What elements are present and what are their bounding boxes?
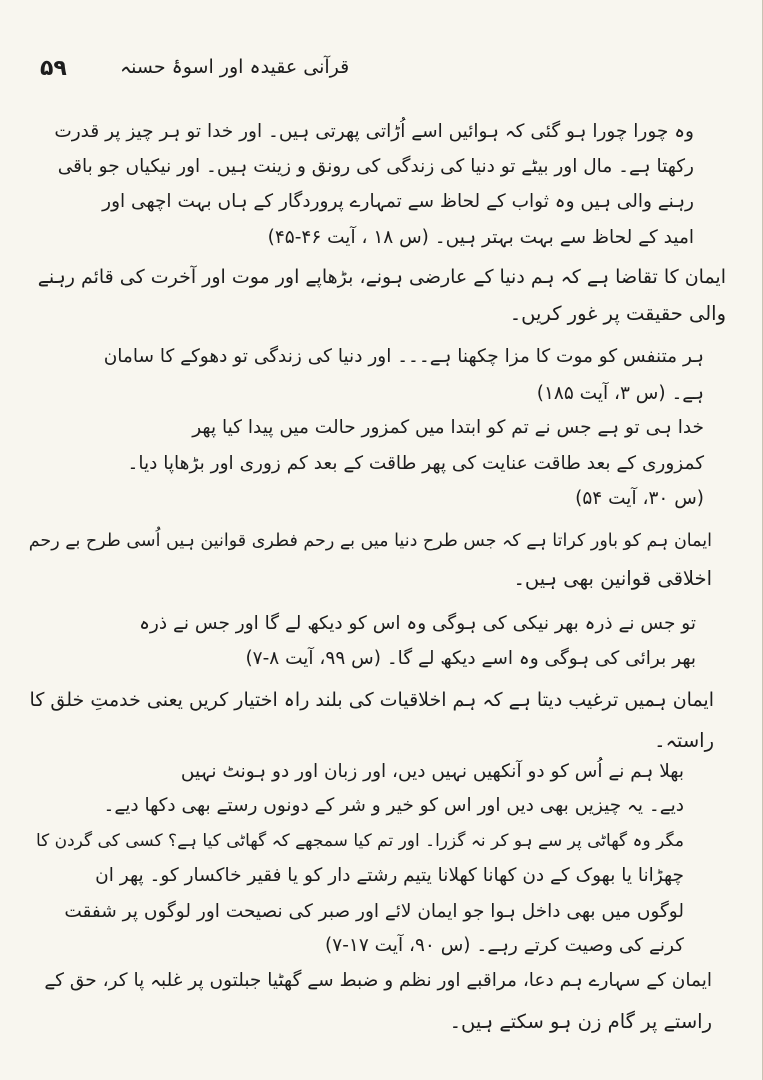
text-line: وہ چورا چورا ہو گئی کہ ہوائیں اسے اُڑاتی پھرتی ہیں۔ اور خدا تو ہر چیز پر قدرت [54,121,694,142]
text-line: ایمان کا تقاضا ہے کہ ہم دنیا کے عارضی ہونے، بڑھاپے اور موت اور آخرت کی قائم رہنے [37,266,726,288]
text-line: ایمان کے سہارے ہم دعا، مراقبے اور نظم و ضبط سے گھٹیا جبلتوں پر غلبہ پا کر، حق کے [44,970,712,991]
text-line: والی حقیقت پر غور کریں۔ [509,302,726,325]
text-line: رکھتا ہے۔ مال اور بیٹے تو دنیا کی زندگی کی رونق و زینت ہیں۔ اور نیکیاں جو باقی [57,156,694,177]
text-line: بھلا ہم نے اُس کو دو آنکھیں نہیں دیں، اور زبان اور دو ہونٹ نہیں [180,761,684,782]
text-line: دیے۔ یہ چیزیں بھی دیں اور اس کو خیر و شر کے دونوں رستے بھی دکھا دیے۔ [103,795,684,816]
text-line: لوگوں میں بھی داخل ہوا جو ایمان لائے اور صبر کی نصیحت اور لوگوں پر شفقت [64,901,684,922]
text-line: ہر متنفس کو موت کا مزا چکھنا ہے۔۔۔ اور دنیا کی زندگی تو دھوکے کا سامان [103,346,704,367]
text-line: ایمان ہم کو باور کراتا ہے کہ جس طرح دنیا میں بے رحم فطری قوانین ہیں اُسی طرح بے رحم [28,531,712,551]
text-line: کرنے کی وصیت کرتے رہے۔ (س ۹۰، آیت ۱۷-۷) [325,935,684,956]
running-title: قرآنی عقیدہ اور اسوۂ حسنہ [120,56,350,78]
text-line: چھڑانا یا بھوک کے دن کھانا کھلانا یتیم رشتے دار کو یا فقیر خاکسار کو۔ پھر ان [95,865,684,886]
text-line: راستہ۔ [654,729,714,752]
text-line: اخلاقی قوانین بھی ہیں۔ [513,567,712,590]
text-line: امید کے لحاظ سے بہت بہتر ہیں۔ (س ۱۸ ، آیت ۴۶-۴۵) [267,227,694,248]
text-line: ایمان ہمیں ترغیب دیتا ہے کہ ہم اخلاقیات کی بلند راہ اختیار کریں یعنی خدمتِ خلق کا [29,689,714,711]
text-line: راستے پر گام زن ہو سکتے ہیں۔ [449,1010,712,1033]
text-line: ہے۔ (س ۳، آیت ۱۸۵) [536,383,704,404]
text-line: (س ۳۰، آیت ۵۴) [575,488,704,509]
text-line: کمزوری کے بعد طاقت عنایت کی پھر طاقت کے بعد کم زوری اور بڑھاپا دیا۔ [127,453,704,474]
text-line: خدا ہی تو ہے جس نے تم کو ابتدا میں کمزور حالت میں پیدا کیا پھر [192,417,704,438]
text-line: تو جس نے ذرہ بھر نیکی کی ہوگی وہ اس کو دیکھ لے گا اور جس نے ذرہ [139,613,696,634]
page-number: ۵۹ [40,56,67,81]
page-header [40,50,350,90]
text-line: مگر وہ گھاٹی پر سے ہو کر نہ گزرا۔ اور تم کیا سمجھے کہ گھاٹی کیا ہے؟ کسی کی گردن کا [35,831,684,851]
text-line: رہنے والی ہیں وہ ثواب کے لحاظ سے تمہارے پروردگار کے ہاں بہت اچھی اور [102,191,694,212]
text-line: بھر برائی کی ہوگی وہ اسے دیکھ لے گا۔ (س ۹۹، آیت ۸-۷) [245,648,696,669]
